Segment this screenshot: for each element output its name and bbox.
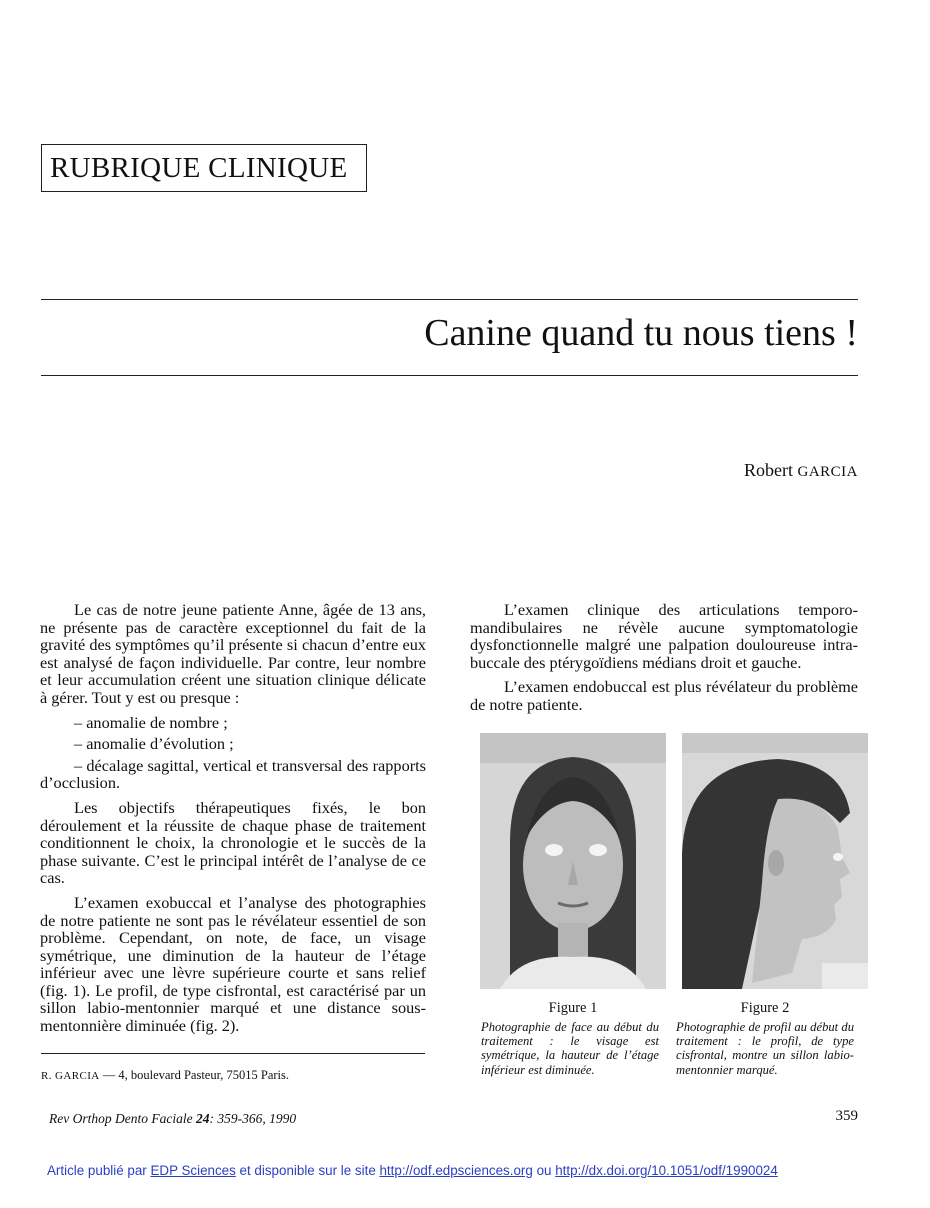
- journal-name: Rev Orthop Dento Faciale: [49, 1111, 196, 1126]
- figure-2-caption: Photographie de profil au début du traitement : le profil, de type cisfrontal, montre un sillon labio-mentonnier marqué.: [676, 1020, 854, 1077]
- paragraph: Les objectifs thérapeutiques fixés, le bon déroulement et la réussite de chaque phase de traitement conditionnent le choix, la chronologie et le succès de la phase suivante. C’est le principal intérêt de l’analyse de ce cas.: [40, 797, 426, 888]
- doi-link[interactable]: http://dx.doi.org/10.1051/odf/1990024: [555, 1163, 778, 1178]
- journal-volume: 24: [195, 1111, 210, 1126]
- article-title: Canine quand tu nous tiens !: [424, 312, 858, 354]
- title-top-rule: [41, 299, 858, 300]
- edp-sciences-link[interactable]: EDP Sciences: [150, 1163, 236, 1178]
- list-item: – anomalie de nombre ;: [74, 712, 228, 732]
- figure-1-photo: [480, 733, 666, 989]
- banner-text: Article publié par: [47, 1163, 151, 1178]
- footnote-address: — 4, boulevard Pasteur, 75015 Paris.: [99, 1068, 290, 1082]
- paragraph: L’examen clinique des articulations temporo-mandibulaires ne révèle aucune symptomatologie dysfonctionnelle malgré une palpation douloureuse intra-buccale des ptérygoïdiens médians droit et gauche.: [470, 600, 858, 672]
- figure-1-label: Figure 1: [548, 1000, 598, 1016]
- list-item: – anomalie d’évolution ;: [74, 734, 234, 754]
- author-last-name: GARCIA: [797, 464, 858, 480]
- right-column: [470, 601, 858, 721]
- figure-1-caption: Photographie de face au début du traitement : le visage est symétrique, la hauteur de l’étage inférieur est diminuée.: [481, 1020, 659, 1077]
- figure-2-label: Figure 2: [740, 1000, 790, 1016]
- title-bottom-rule: [41, 375, 858, 376]
- author-first-name: Robert: [743, 460, 798, 480]
- figure-2-photo: [682, 733, 868, 989]
- footnote-name: R. GARCIA: [41, 1070, 100, 1082]
- footnote-rule: [41, 1053, 425, 1054]
- odf-site-link[interactable]: http://odf.edpsciences.org: [379, 1163, 533, 1178]
- journal-reference: [49, 1111, 296, 1127]
- author: [744, 460, 858, 481]
- paragraph: L’examen exobuccal et l’analyse des photographies de notre patiente ne sont pas le révélateur essentiel de son problème. Cependant, on note, de face, un visage symétrique, une diminution de la hauteur de l’étage inférieur avec une lèvre supérieure courte et sans relief (fig. 1). Le profil, de type cisfrontal, est caractérisé par un sillon labio-mentonnier marqué et une distance sous-mentonnière diminuée (fig. 2).: [40, 892, 426, 1036]
- publisher-banner: [47, 1163, 778, 1178]
- paragraph: L’examen endobuccal est plus révélateur du problème de notre patiente.: [470, 677, 858, 714]
- left-column: [40, 601, 426, 1042]
- banner-text: et disponible sur le site: [235, 1163, 380, 1178]
- journal-pages: : 359-366, 1990: [209, 1111, 297, 1126]
- list-item: – décalage sagittal, vertical et transversal des rapports d’occlusion.: [40, 755, 426, 793]
- section-heading: RUBRIQUE CLINIQUE: [41, 144, 367, 192]
- paragraph: Le cas de notre jeune patiente Anne, âgée de 13 ans, ne présente pas de caractère exceptionnel du fait de la gravité des symptômes qu’il présente si chacun d’entre eux est analysé de façon individuelle. Par contre, leur nombre et leur accumulation créent une situation clinique délicate à gérer. Tout y est ou presque :: [40, 600, 426, 707]
- footnote: [41, 1068, 289, 1083]
- page-number: 359: [835, 1108, 858, 1124]
- banner-text: ou: [532, 1163, 556, 1178]
